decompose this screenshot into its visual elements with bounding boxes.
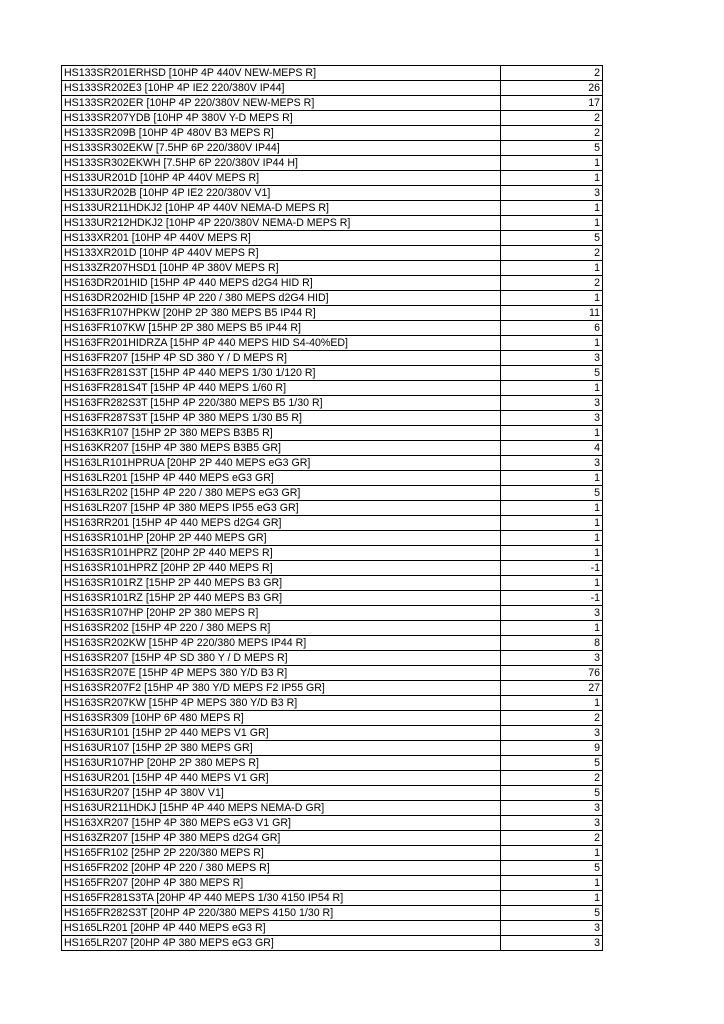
quantity-cell: 1 bbox=[501, 216, 603, 231]
model-description-cell: HS163SR207E [15HP 4P MEPS 380 Y/D B3 R] bbox=[62, 666, 501, 681]
quantity-cell: 5 bbox=[501, 756, 603, 771]
model-description-cell: HS163FR201HIDRZA [15HP 4P 440 MEPS HID S4-40%ED] bbox=[62, 336, 501, 351]
table-row bbox=[62, 261, 603, 276]
quantity-cell: 1 bbox=[501, 516, 603, 531]
table-row bbox=[62, 666, 603, 681]
table-row bbox=[62, 636, 603, 651]
model-description-cell: HS163FR281S3T [15HP 4P 440 MEPS 1/30 1/120 R] bbox=[62, 366, 501, 381]
model-description-cell: HS163XR207 [15HP 4P 380 MEPS eG3 V1 GR] bbox=[62, 816, 501, 831]
model-description-cell: HS163DR201HID [15HP 4P 440 MEPS d2G4 HID R] bbox=[62, 276, 501, 291]
model-description-cell: HS163UR211HDKJ [15HP 4P 440 MEPS NEMA-D GR] bbox=[62, 801, 501, 816]
model-description-cell: HS133SR302EKW [7.5HP 6P 220/380V IP44] bbox=[62, 141, 501, 156]
table-row bbox=[62, 861, 603, 876]
quantity-cell: 5 bbox=[501, 141, 603, 156]
model-description-cell: HS163FR287S3T [15HP 4P 380 MEPS 1/30 B5 R] bbox=[62, 411, 501, 426]
model-description-cell: HS163SR202 [15HP 4P 220 / 380 MEPS R] bbox=[62, 621, 501, 636]
table-row bbox=[62, 246, 603, 261]
quantity-cell: 8 bbox=[501, 636, 603, 651]
table-row bbox=[62, 741, 603, 756]
table-row bbox=[62, 171, 603, 186]
model-description-cell: HS163UR107HP [20HP 2P 380 MEPS R] bbox=[62, 756, 501, 771]
quantity-cell: 11 bbox=[501, 306, 603, 321]
table-row bbox=[62, 486, 603, 501]
quantity-cell: 5 bbox=[501, 861, 603, 876]
table-row bbox=[62, 66, 603, 81]
table-row bbox=[62, 906, 603, 921]
model-description-cell: HS163FR107HPKW [20HP 2P 380 MEPS B5 IP44 R] bbox=[62, 306, 501, 321]
model-description-cell: HS133XR201D [10HP 4P 440V MEPS R] bbox=[62, 246, 501, 261]
table-row bbox=[62, 531, 603, 546]
quantity-cell: 5 bbox=[501, 906, 603, 921]
model-description-cell: HS163SR202KW [15HP 4P 220/380 MEPS IP44 R] bbox=[62, 636, 501, 651]
table-row bbox=[62, 876, 603, 891]
table-row bbox=[62, 516, 603, 531]
quantity-cell: 3 bbox=[501, 726, 603, 741]
quantity-cell: 3 bbox=[501, 606, 603, 621]
model-description-cell: HS133SR201ERHSD [10HP 4P 440V NEW-MEPS R] bbox=[62, 66, 501, 81]
quantity-cell: -1 bbox=[501, 561, 603, 576]
table-row bbox=[62, 681, 603, 696]
model-description-cell: HS133ZR207HSD1 [10HP 4P 380V MEPS R] bbox=[62, 261, 501, 276]
model-description-cell: HS133SR202ER [10HP 4P 220/380V NEW-MEPS R] bbox=[62, 96, 501, 111]
quantity-cell: 3 bbox=[501, 816, 603, 831]
table-row bbox=[62, 351, 603, 366]
quantity-cell: 5 bbox=[501, 786, 603, 801]
model-description-cell: HS163KR107 [15HP 2P 380 MEPS B3B5 R] bbox=[62, 426, 501, 441]
model-description-cell: HS133UR202B [10HP 4P IE2 220/380V V1] bbox=[62, 186, 501, 201]
table-row bbox=[62, 366, 603, 381]
table-row bbox=[62, 291, 603, 306]
quantity-cell: 1 bbox=[501, 201, 603, 216]
model-description-cell: HS163SR101HPRZ [20HP 2P 440 MEPS R] bbox=[62, 561, 501, 576]
model-description-cell: HS163SR207 [15HP 4P SD 380 Y / D MEPS R] bbox=[62, 651, 501, 666]
table-row bbox=[62, 111, 603, 126]
table-row bbox=[62, 921, 603, 936]
table-row bbox=[62, 456, 603, 471]
quantity-cell: 1 bbox=[501, 171, 603, 186]
model-description-cell: HS133SR302EKWH [7.5HP 6P 220/380V IP44 H] bbox=[62, 156, 501, 171]
table-row bbox=[62, 621, 603, 636]
model-description-cell: HS163UR101 [15HP 2P 440 MEPS V1 GR] bbox=[62, 726, 501, 741]
table-row bbox=[62, 726, 603, 741]
model-description-cell: HS163SR207KW [15HP 4P MEPS 380 Y/D B3 R] bbox=[62, 696, 501, 711]
table-row bbox=[62, 201, 603, 216]
model-description-cell: HS163LR207 [15HP 4P 380 MEPS IP55 eG3 GR] bbox=[62, 501, 501, 516]
model-description-cell: HS165FR207 [20HP 4P 380 MEPS R] bbox=[62, 876, 501, 891]
quantity-cell: 17 bbox=[501, 96, 603, 111]
quantity-cell: 1 bbox=[501, 291, 603, 306]
quantity-cell: 2 bbox=[501, 111, 603, 126]
table-row bbox=[62, 831, 603, 846]
quantity-cell: 3 bbox=[501, 651, 603, 666]
quantity-cell: 5 bbox=[501, 486, 603, 501]
quantity-cell: 2 bbox=[501, 66, 603, 81]
quantity-cell: 1 bbox=[501, 621, 603, 636]
table-row bbox=[62, 216, 603, 231]
table-row bbox=[62, 231, 603, 246]
model-description-cell: HS163SR101HPRZ [20HP 2P 440 MEPS R] bbox=[62, 546, 501, 561]
model-description-cell: HS163RR201 [15HP 4P 440 MEPS d2G4 GR] bbox=[62, 516, 501, 531]
model-description-cell: HS163SR101RZ [15HP 2P 440 MEPS B3 GR] bbox=[62, 591, 501, 606]
quantity-cell: 2 bbox=[501, 126, 603, 141]
model-description-cell: HS165FR202 [20HP 4P 220 / 380 MEPS R] bbox=[62, 861, 501, 876]
table-row bbox=[62, 801, 603, 816]
quantity-cell: 3 bbox=[501, 351, 603, 366]
table-row bbox=[62, 186, 603, 201]
table-row bbox=[62, 441, 603, 456]
table-row bbox=[62, 651, 603, 666]
quantity-cell: 2 bbox=[501, 831, 603, 846]
quantity-cell: 1 bbox=[501, 471, 603, 486]
model-description-cell: HS163SR101RZ [15HP 2P 440 MEPS B3 GR] bbox=[62, 576, 501, 591]
table-row bbox=[62, 846, 603, 861]
model-description-cell: HS133UR201D [10HP 4P 440V MEPS R] bbox=[62, 171, 501, 186]
table-row bbox=[62, 306, 603, 321]
table-row bbox=[62, 936, 603, 951]
table-row bbox=[62, 381, 603, 396]
quantity-cell: 2 bbox=[501, 771, 603, 786]
quantity-cell: 1 bbox=[501, 846, 603, 861]
table-row bbox=[62, 561, 603, 576]
table-row bbox=[62, 156, 603, 171]
table-row bbox=[62, 786, 603, 801]
model-description-cell: HS133UR211HDKJ2 [10HP 4P 440V NEMA-D MEPS R] bbox=[62, 201, 501, 216]
quantity-cell: 3 bbox=[501, 411, 603, 426]
quantity-cell: 3 bbox=[501, 921, 603, 936]
table-row bbox=[62, 81, 603, 96]
model-description-cell: HS133SR207YDB [10HP 4P 380V Y-D MEPS R] bbox=[62, 111, 501, 126]
model-description-cell: HS163KR207 [15HP 4P 380 MEPS B3B5 GR] bbox=[62, 441, 501, 456]
quantity-cell: 3 bbox=[501, 801, 603, 816]
quantity-cell: -1 bbox=[501, 591, 603, 606]
table-row bbox=[62, 321, 603, 336]
quantity-cell: 2 bbox=[501, 711, 603, 726]
inventory-table-body bbox=[62, 66, 603, 951]
table-row bbox=[62, 411, 603, 426]
quantity-cell: 3 bbox=[501, 396, 603, 411]
table-row bbox=[62, 501, 603, 516]
table-row bbox=[62, 756, 603, 771]
quantity-cell: 3 bbox=[501, 456, 603, 471]
model-description-cell: HS133SR209B [10HP 4P 480V B3 MEPS R] bbox=[62, 126, 501, 141]
model-description-cell: HS163FR207 [15HP 4P SD 380 Y / D MEPS R] bbox=[62, 351, 501, 366]
table-row bbox=[62, 276, 603, 291]
model-description-cell: HS163FR281S4T [15HP 4P 440 MEPS 1/60 R] bbox=[62, 381, 501, 396]
quantity-cell: 1 bbox=[501, 576, 603, 591]
quantity-cell: 6 bbox=[501, 321, 603, 336]
model-description-cell: HS163SR309 [10HP 6P 480 MEPS R] bbox=[62, 711, 501, 726]
quantity-cell: 1 bbox=[501, 336, 603, 351]
model-description-cell: HS165LR201 [20HP 4P 440 MEPS eG3 R] bbox=[62, 921, 501, 936]
quantity-cell: 1 bbox=[501, 876, 603, 891]
model-description-cell: HS163LR201 [15HP 4P 440 MEPS eG3 GR] bbox=[62, 471, 501, 486]
model-description-cell: HS163UR107 [15HP 2P 380 MEPS GR] bbox=[62, 741, 501, 756]
table-row bbox=[62, 546, 603, 561]
model-description-cell: HS163SR101HP [20HP 2P 440 MEPS GR] bbox=[62, 531, 501, 546]
quantity-cell: 27 bbox=[501, 681, 603, 696]
table-row bbox=[62, 471, 603, 486]
quantity-cell: 5 bbox=[501, 231, 603, 246]
quantity-cell: 9 bbox=[501, 741, 603, 756]
table-row bbox=[62, 891, 603, 906]
quantity-cell: 1 bbox=[501, 426, 603, 441]
table-row bbox=[62, 816, 603, 831]
quantity-cell: 1 bbox=[501, 261, 603, 276]
quantity-cell: 5 bbox=[501, 366, 603, 381]
table-row bbox=[62, 426, 603, 441]
quantity-cell: 1 bbox=[501, 696, 603, 711]
quantity-cell: 2 bbox=[501, 276, 603, 291]
quantity-cell: 1 bbox=[501, 531, 603, 546]
quantity-cell: 76 bbox=[501, 666, 603, 681]
model-description-cell: HS163UR207 [15HP 4P 380V V1] bbox=[62, 786, 501, 801]
table-row bbox=[62, 576, 603, 591]
model-description-cell: HS133UR212HDKJ2 [10HP 4P 220/380V NEMA-D MEPS R] bbox=[62, 216, 501, 231]
quantity-cell: 1 bbox=[501, 381, 603, 396]
model-description-cell: HS163LR101HPRUA [20HP 2P 440 MEPS eG3 GR] bbox=[62, 456, 501, 471]
quantity-cell: 4 bbox=[501, 441, 603, 456]
quantity-cell: 1 bbox=[501, 501, 603, 516]
quantity-cell: 3 bbox=[501, 186, 603, 201]
model-description-cell: HS163ZR207 [15HP 4P 380 MEPS d2G4 GR] bbox=[62, 831, 501, 846]
model-description-cell: HS163UR201 [15HP 4P 440 MEPS V1 GR] bbox=[62, 771, 501, 786]
model-description-cell: HS163FR107KW [15HP 2P 380 MEPS B5 IP44 R] bbox=[62, 321, 501, 336]
quantity-cell: 1 bbox=[501, 891, 603, 906]
model-description-cell: HS163SR107HP [20HP 2P 380 MEPS R] bbox=[62, 606, 501, 621]
model-description-cell: HS163LR202 [15HP 4P 220 / 380 MEPS eG3 GR] bbox=[62, 486, 501, 501]
table-row bbox=[62, 336, 603, 351]
table-row bbox=[62, 141, 603, 156]
table-row bbox=[62, 591, 603, 606]
quantity-cell: 1 bbox=[501, 156, 603, 171]
model-description-cell: HS163FR282S3T [15HP 4P 220/380 MEPS B5 1/30 R] bbox=[62, 396, 501, 411]
table-row bbox=[62, 126, 603, 141]
model-description-cell: HS165LR207 [20HP 4P 380 MEPS eG3 GR] bbox=[62, 936, 501, 951]
table-row bbox=[62, 606, 603, 621]
model-description-cell: HS165FR281S3TA [20HP 4P 440 MEPS 1/30 4150 IP54 R] bbox=[62, 891, 501, 906]
model-description-cell: HS165FR282S3T [20HP 4P 220/380 MEPS 4150 1/30 R] bbox=[62, 906, 501, 921]
inventory-table bbox=[61, 65, 603, 951]
model-description-cell: HS163DR202HID [15HP 4P 220 / 380 MEPS d2G4 HID] bbox=[62, 291, 501, 306]
table-row bbox=[62, 771, 603, 786]
inventory-sheet bbox=[61, 65, 600, 951]
table-row bbox=[62, 711, 603, 726]
quantity-cell: 1 bbox=[501, 546, 603, 561]
table-row bbox=[62, 696, 603, 711]
model-description-cell: HS163SR207F2 [15HP 4P 380 Y/D MEPS F2 IP55 GR] bbox=[62, 681, 501, 696]
model-description-cell: HS133XR201 [10HP 4P 440V MEPS R] bbox=[62, 231, 501, 246]
table-row bbox=[62, 396, 603, 411]
model-description-cell: HS133SR202E3 [10HP 4P IE2 220/380V IP44] bbox=[62, 81, 501, 96]
quantity-cell: 2 bbox=[501, 246, 603, 261]
quantity-cell: 26 bbox=[501, 81, 603, 96]
model-description-cell: HS165FR102 [25HP 2P 220/380 MEPS R] bbox=[62, 846, 501, 861]
table-row bbox=[62, 96, 603, 111]
quantity-cell: 3 bbox=[501, 936, 603, 951]
